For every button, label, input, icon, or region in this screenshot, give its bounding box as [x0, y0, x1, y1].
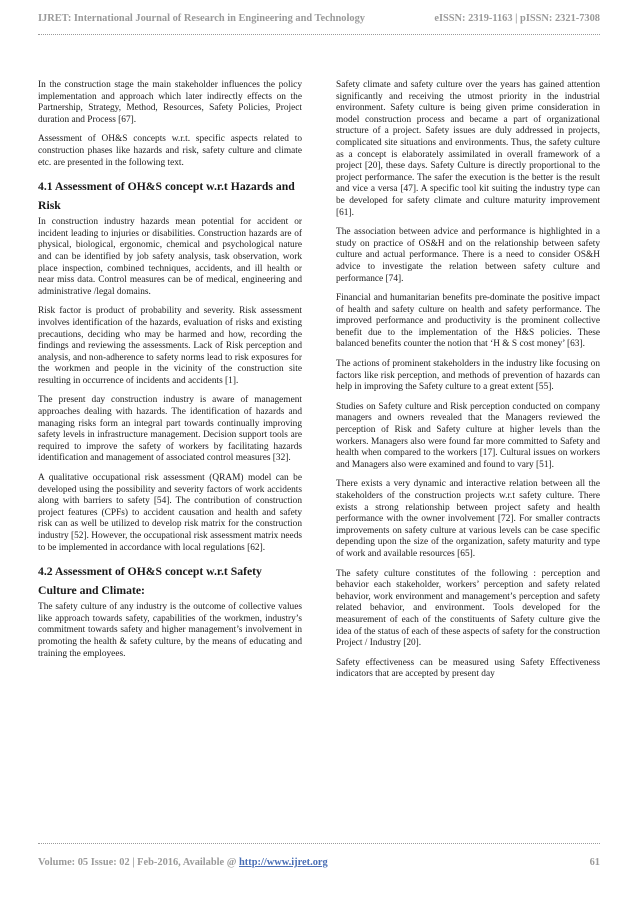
- paragraph: There exists a very dynamic and interactive relation between all the stakeholders of the construction projects w.r.t safety culture. There exists a strong relationship between project safety and health performance with the owner involvement [72]. For smaller contracts improvements on safety culture at various levels can be case specific depending upon the size of the organization, safety maturity and type of work and available resources [65].: [336, 479, 600, 559]
- volume-text: Volume: 05 Issue: 02 | Feb-2016, Available @: [38, 857, 240, 868]
- footer-rule: [38, 843, 600, 844]
- paragraph: The present day construction industry is aware of management approaches dealing with hazards. The identification of hazards and managing risks form an integral part towards continually improving safety levels in infrastructure management. Decision support tools are required to improve the safety of workers by facilitating hazards identification and management of associated control measures [32].: [38, 395, 302, 464]
- paragraph: Safety effectiveness can be measured using Safety Effectiveness indicators that are accepted by present day: [336, 657, 600, 680]
- paragraph: Financial and humanitarian benefits pre-dominate the positive impact of health and safety culture on health and safety performance. The improved performance and productivity is the prominent collective benefit due to the implementation of the H&S policies. These balanced benefits counter the notion that ‘H & S cost money’ [63].: [336, 293, 600, 350]
- paragraph: A qualitative occupational risk assessment (QRAM) model can be developed using the possibility and severity factors of work accidents along with barriers to safety [54]. The contribution of construction project features (CPFs) to accident causation and health and safety risk can as well be utilized to develop risk matrix for the construction industry [52]. However, the occupational risk assessment matrix needs to be implemented in accordance with local regulations [62].: [38, 473, 302, 553]
- paragraph: Risk factor is product of probability and severity. Risk assessment involves identification of the hazards, evaluation of risks and existing precautions, deciding who may be harmed and how, recording the findings and reviewing the assessments. Lack of Risk perception and analysis, and non-adherence to safety norms lead to risk exposures for the workmen and people in the vicinity of the construction site resulting in occurrence of incidents and accidents [1].: [38, 306, 302, 386]
- section-heading-4-1: 4.1 Assessment of OH&S concept w.r.t Hazards and Risk: [38, 180, 295, 213]
- journal-name: IJRET: International Journal of Research in Engineering and Technology: [38, 13, 365, 24]
- journal-url-link[interactable]: http://www.ijret.org: [239, 857, 328, 868]
- paragraph: Assessment of OH&S concepts w.r.t. specific aspects related to construction phases like hazards and risk, safety culture and climate etc. are presented in the following text.: [38, 134, 302, 168]
- left-column: [38, 80, 302, 668]
- paragraph: Safety climate and safety culture over the years has gained attention significantly and receiving the utmost priority in the industrial environment. Safety culture is being given prime consideration in model construction process and became a part of organizational structure of a project. Safety issues are duly addressed in projects, complicated site situations and environments. Thus, the safety culture as a concept is elaborately assimilated in overall framework of a project [20], these days. Safety Culture is directly proportional to the project performance. The safer the execution is the better is the result and vice a versa [47]. A specific tool kit suiting the industry type can be developed for safety climate and culture maturity improvement [61].: [336, 80, 600, 218]
- paragraph: The actions of prominent stakeholders in the industry like focusing on factors like risk perception, and methods of prevention of hazards can help in improving the Safety culture to a great extent [55].: [336, 359, 600, 393]
- running-footer: [38, 857, 600, 873]
- paragraph: The association between advice and performance is highlighted in a study on practice of OS&H and on the relationship between safety culture and actual performance. There is a need to consider OS&H advice to investigate the relation between safety culture and performance [74].: [336, 227, 600, 284]
- paragraph: In construction industry hazards mean potential for accident or incident leading to injuries or disabilities. Construction hazards are of physical, biological, ergonomic, chemical and psychological nature and can be identified by job safety analysis, task observation, work place inspection, combined techniques, accidents, and ill health or near miss data. Control measures can be of medical, engineering and administrative /legal domains.: [38, 217, 302, 297]
- paragraph: In the construction stage the main stakeholder influences the policy implementation and approach which later indirectly effects on the Partnership, Strategy, Method, Resources, Safety Policies, Project duration and Process [67].: [38, 80, 302, 125]
- header-rule: [38, 34, 600, 35]
- right-column: [336, 80, 600, 689]
- paragraph: The safety culture constitutes of the following : perception and behavior each stakeholder, workers’ perception and safety related behavior, work environment and management’s perception and safety related behavior, and environment. Tools developed for the measurement of each of the constituents of Safety culture give the idea of the status of each of these aspects of safety for the construction Project / Industry [20].: [336, 568, 600, 649]
- paragraph: The safety culture of any industry is the outcome of collective values like approach towards safety, capabilities of the workmen, industry’s commitment towards safety and higher management’s involvement in promoting the health & safety culture, by the means of educating and training the employees.: [38, 602, 302, 659]
- paragraph: Studies on Safety culture and Risk perception conducted on company managers and owners revealed that the Managers reviewed the perception of Risk and Safety culture at higher levels than the workers. Managers also were found far more committed to Safety and health when compared to the workers [17]. Cultural issues on workers and Managers also were examined and found to vary [51].: [336, 401, 600, 470]
- section-heading-4-2: 4.2 Assessment of OH&S concept w.r.t Safety Culture and Climate:: [38, 565, 262, 598]
- running-header: [38, 13, 600, 29]
- volume-info: [38, 857, 328, 868]
- page-number: 61: [589, 857, 600, 868]
- issn-info: eISSN: 2319-1163 | pISSN: 2321-7308: [434, 13, 600, 24]
